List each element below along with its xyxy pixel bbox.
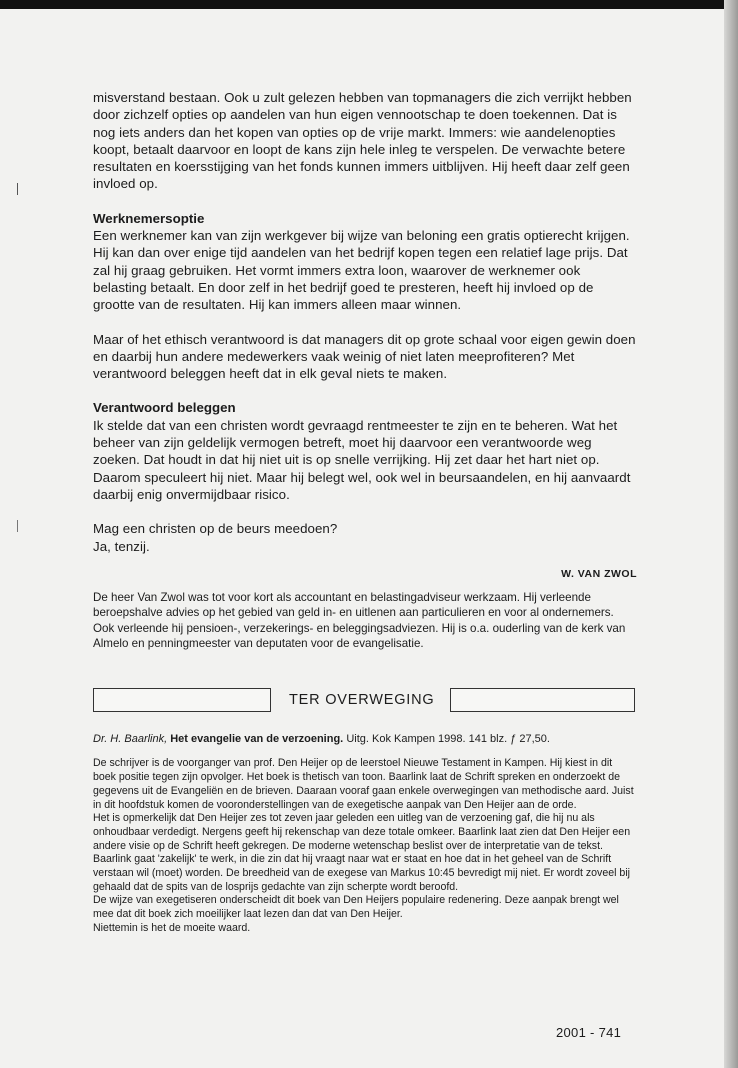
banner-box-right <box>450 688 635 712</box>
book-title: Het evangelie van de verzoening. <box>170 733 344 746</box>
book-author: Dr. H. Baarlink, <box>93 733 168 746</box>
book-reference <box>93 732 637 746</box>
book-review <box>93 757 637 935</box>
scan-right-edge <box>724 0 738 1068</box>
scan-top-border <box>0 0 738 9</box>
section-paragraph: Een werknemer kan van zijn werkgever bij wijze van beloning een gratis optierecht krijgen. Hij kan dan over enige tijd aandelen van het bedrijf kopen tegen een relatief lage prijs. Dat zal hij graag gebruiken. Het vormt immers extra loon, waarover de werknemer ook belasting betaalt. En door zelf in het bedrijf goed te presteren, heeft hij invloed op de grootte van de resultaten. Hij kan immers alleen maar winnen. <box>93 228 630 313</box>
section-heading-werknemersoptie: Werknemersoptie <box>93 210 205 226</box>
author-signature: W. VAN ZWOL <box>561 567 637 580</box>
section-banner <box>93 686 637 714</box>
review-paragraph: Baarlink gaat 'zakelijk' te werk, in die zin dat hij vraagt naar wat er staat en hoe dat in het geheel van de Schrift verstaan wil (moet) worden. De breedheid van de exegese van Markus 10:45 bevredigt mij niet. Er wordt zoveel bij gehaald dat de spits van de losprijs gedachte van zijn scherpte wordt beroofd. <box>93 853 631 893</box>
margin-mark <box>17 183 18 195</box>
review-paragraph: De schrijver is de voorganger van prof. Den Heijer op de leerstoel Nieuwe Testament in Kampen. Hij kiest in dit boek positie tegen zijn opvolger. Het boek is thetisch van toon. Baarlink laat de Schrift spreken en onderzoekt de gegevens uit de Evangeliën en de brieven. Daaraan vooraf gaan enkele overwegingen van methodische aard. Juist in dit hoofdstuk komen de vooronderstellingen van de exegetische aanpak van Den Heijer aan de orde. <box>93 757 634 811</box>
author-bio: De heer Van Zwol was tot voor kort als accountant en belastingadviseur werkzaam. Hij verleende beroepshalve advies op het gebied van geld in- en uitlenen aan particulieren en voor al ondernemers. Ook verleende hij pensioen-, verzekerings- en beleggingsadviezen. Hij is o.a. ouderling van de kerk van Almelo en penningmeester van deputaten voor de evangelisatie. <box>93 590 626 651</box>
banner-title: TER OVERWEGING <box>289 692 435 709</box>
book-publication: Uitg. Kok Kampen 1998. 141 blz. ƒ 27,50. <box>346 733 550 746</box>
closing-answer: Ja, tenzij. <box>93 538 150 554</box>
banner-box-left <box>93 688 271 712</box>
review-paragraph: De wijze van exegetiseren onderscheidt dit boek van Den Heijers populaire redenering. Deze aanpak brengt wel mee dat dit boek zich moeilijker laat lezen dan dat van Den Heijer. <box>93 894 619 921</box>
section-paragraph: Ik stelde dat van een christen wordt gevraagd rentmeester te zijn en te beheren. Wat het beheer van zijn geldelijk vermogen betreft, moet hij daarvoor een verantwoorde weg zoeken. Dat houdt in dat hij niet uit is op snelle verrijking. Hij zet daar het hart niet op. Daarom speculeert hij niet. Maar hij belegt wel, ook wel in beursaandelen, en hij aanvaardt daarbij enig onvermijdbaar risico. <box>93 417 631 502</box>
intro-paragraph: misverstand bestaan. Ook u zult gelezen hebben van topmanagers die zich verrijkt hebben door zichzelf opties op aandelen van hun eigen vennootschap te doen toekennen. Dat is nog iets anders dan het kopen van opties op de vrije markt. Immers: wie aandelenopties koopt, betaalt daarvoor en loopt de kans zijn hele inleg te verspelen. De verwachte betere resultaten en koersstijging van het fonds kunnen immers uitblijven. Hij heeft daar zelf geen invloed op. <box>93 90 632 192</box>
review-paragraph: Niettemin is het de moeite waard. <box>93 921 251 934</box>
page-number: 2001 - 741 <box>556 1025 622 1040</box>
section-heading-verantwoord-beleggen: Verantwoord beleggen <box>93 400 236 416</box>
closing-question: Mag een christen op de beurs meedoen? <box>93 521 338 537</box>
review-paragraph: Het is opmerkelijk dat Den Heijer zes tot zeven jaar geleden een uitleg van de verzoening gaf, die hij nu als onhoudbaar verdedigt. Nergens geeft hij rekenschap van deze totale omkeer. Baarlink laat zien dat Den Heijer een andere visie op de Schrift heeft gekregen. De moderne wetenschap beslist over de interpretatie van de tekst. <box>93 812 631 852</box>
question-paragraph: Maar of het ethisch verantwoord is dat managers dit op grote schaal voor eigen gewin doen en daarbij hun andere medewerkers vaak weinig of niet laten meeprofiteren? Met verantwoord beleggen heeft dat in elk geval niets te maken. <box>93 331 636 382</box>
page-content <box>93 89 637 936</box>
margin-mark <box>17 520 18 532</box>
